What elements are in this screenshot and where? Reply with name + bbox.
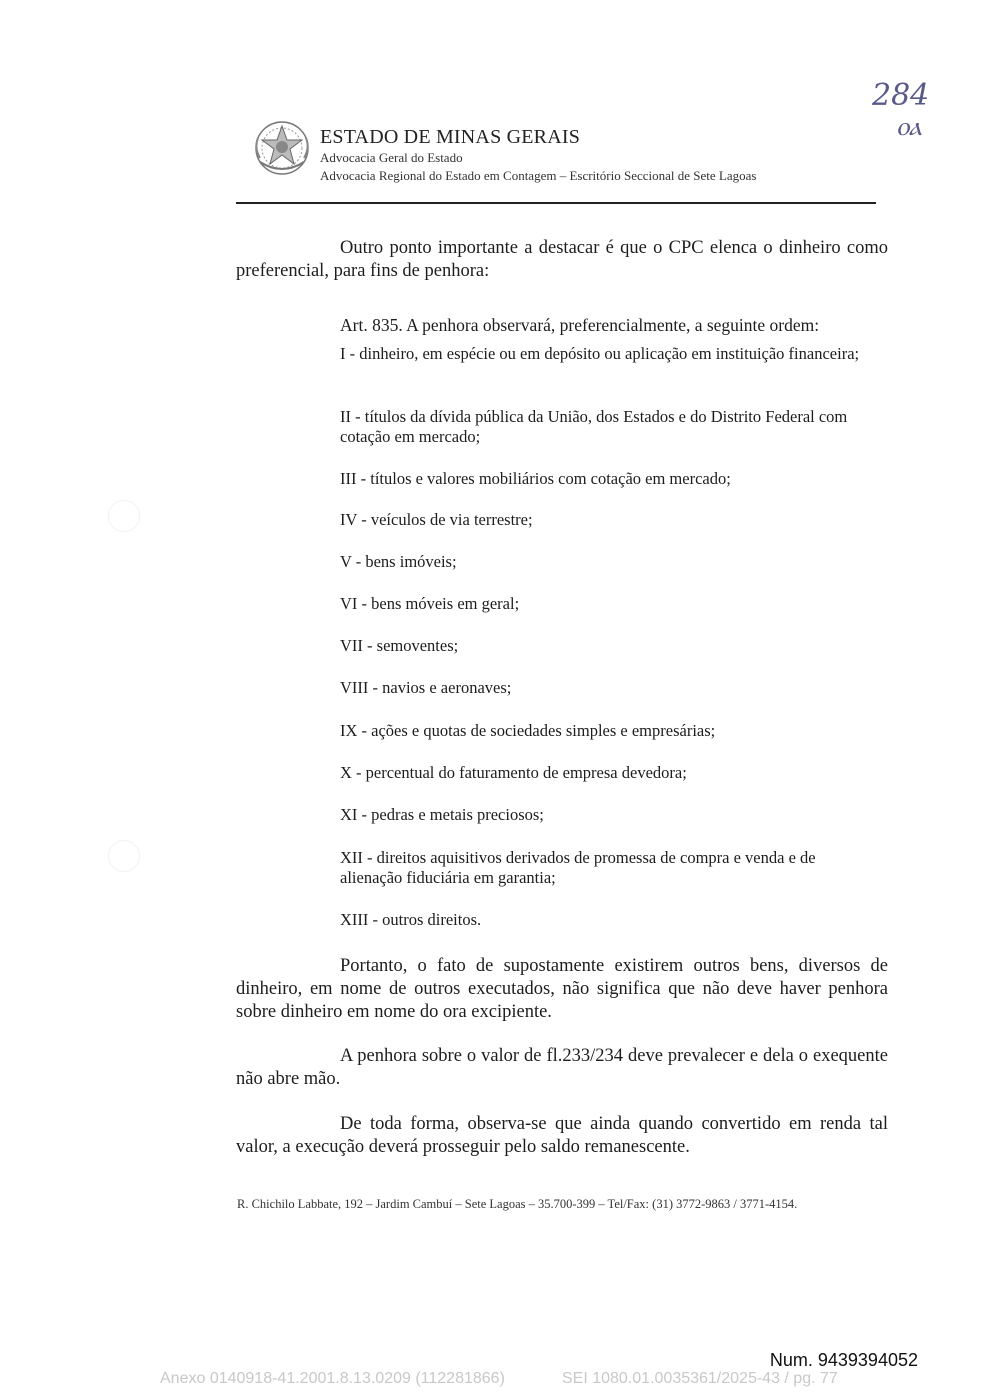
article-item: X - percentual do faturamento de empresa devedora;	[340, 763, 687, 782]
footer-address: R. Chichilo Labbate, 192 – Jardim Cambuí – Sete Lagoas – 35.700-399 – Tel/Fax: (31) 3772-9863 / 3771-4154.	[237, 1197, 798, 1211]
article-item: VIII - navios e aeronaves;	[340, 678, 512, 697]
header-subtitle: Advocacia Geral do Estado	[320, 150, 463, 165]
article-item: XIII - outros direitos.	[340, 910, 482, 929]
handwritten-initials: ⲟⲁ	[896, 112, 922, 142]
header-divider	[236, 202, 876, 204]
paragraph-conclusion-text: Portanto, o fato de supostamente existirem outros bens, diversos de dinheiro, em nome de outros executados, não significa que não deve haver penhora sobre dinheiro em nome do ora excipiente.	[236, 956, 888, 1022]
paragraph-intro-text: Outro ponto importante a destacar é que o CPC elenca o dinheiro como preferencial, para fins de penhora:	[236, 238, 888, 281]
article-item: VII - semoventes;	[340, 636, 459, 655]
state-coat-of-arms-icon	[250, 118, 314, 178]
article-item: V - bens imóveis;	[340, 552, 457, 571]
annex-stamp: Anexo 0140918-41.2001.8.13.0209 (112281866)	[160, 1370, 505, 1387]
punch-hole-mark	[108, 500, 140, 532]
paragraph-penhora	[236, 1045, 888, 1091]
article-item: VI - bens móveis em geral;	[340, 594, 520, 613]
document-number-stamp: Num. 9439394052	[769, 1350, 918, 1370]
header-office: Advocacia Regional do Estado em Contagem – Escritório Seccional de Sete Lagoas	[320, 168, 757, 183]
paragraph-final	[236, 1113, 888, 1159]
sei-page-stamp: SEI 1080.01.0035361/2025-43 / pg. 77	[562, 1370, 838, 1387]
paragraph-conclusion	[236, 955, 888, 1024]
paragraph-intro	[236, 237, 888, 283]
article-item: XI - pedras e metais preciosos;	[340, 805, 544, 824]
punch-hole-mark	[108, 840, 140, 872]
header-title: ESTADO DE MINAS GERAIS	[320, 126, 581, 148]
article-item: III - títulos e valores mobiliários com cotação em mercado;	[340, 469, 731, 488]
article-item: IX - ações e quotas de sociedades simples e empresárias;	[340, 721, 716, 740]
paragraph-final-text: De toda forma, observa-se que ainda quando convertido em renda tal valor, a execução deverá prosseguir pelo saldo remanescente.	[236, 1114, 888, 1157]
article-heading: Art. 835. A penhora observará, preferencialmente, a seguinte ordem:	[340, 315, 820, 335]
paragraph-penhora-text: A penhora sobre o valor de fl.233/234 deve prevalecer e dela o exequente não abre mão.	[236, 1046, 888, 1089]
article-item: I - dinheiro, em espécie ou em depósito ou aplicação em instituição financeira;	[340, 344, 860, 363]
handwritten-page-number: 284	[872, 78, 930, 113]
article-item: IV - veículos de via terrestre;	[340, 510, 533, 529]
article-item: II - títulos da dívida pública da União, dos Estados e do Distrito Federal com cotação em mercado;	[340, 407, 848, 446]
article-item: XII - direitos aquisitivos derivados de promessa de compra e venda e de alienação fiduciária em garantia;	[340, 848, 816, 887]
